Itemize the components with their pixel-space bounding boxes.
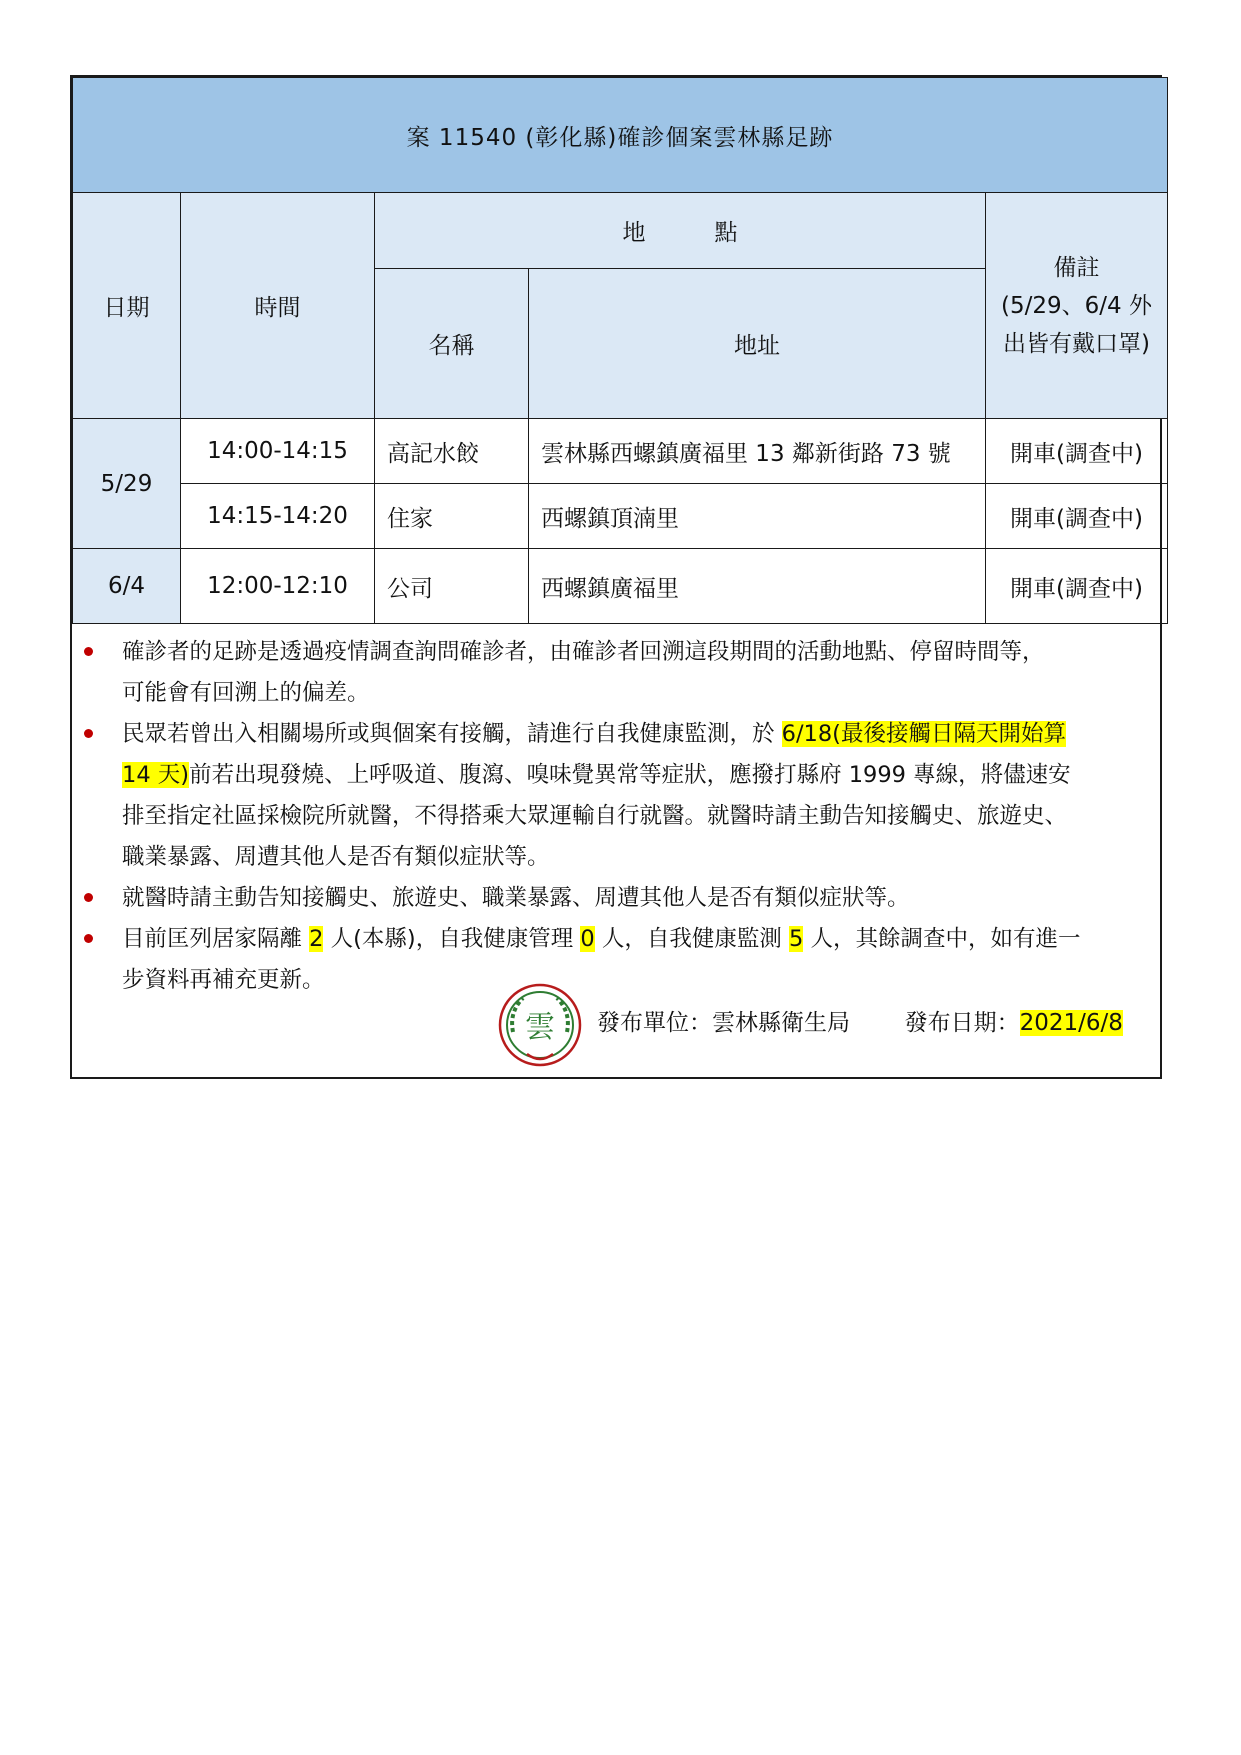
row-time: 12:00-12:10 — [181, 549, 375, 624]
publish-date: 2021/6/8 — [1019, 1010, 1123, 1036]
note-item — [72, 632, 1159, 714]
highlight-self-management-count: 0 — [580, 926, 595, 952]
notes-list — [72, 622, 1159, 1001]
footprint-table — [72, 77, 1168, 624]
highlight-self-monitoring-count: 5 — [789, 926, 804, 952]
table-row — [73, 484, 1168, 549]
bullet-icon — [84, 934, 93, 943]
note-fragment: 前若出現發燒、上呼吸道、腹瀉、嗅味覺異常等症狀，應撥打縣府 1999 專線，將儘速安 — [189, 762, 1071, 788]
note-text: 步資料再補充更新。 — [122, 967, 325, 993]
row-time: 14:00-14:15 — [181, 419, 375, 484]
bullet-icon — [84, 729, 93, 738]
note-item — [72, 878, 1159, 919]
row-remark: 開車(調查中) — [986, 484, 1168, 549]
footer-text — [597, 1004, 1123, 1037]
note-fragment: 民眾若曾出入相關場所或與個案有接觸，請進行自我健康監測，於 — [122, 721, 782, 747]
publish-date-label: 發布日期： — [904, 1010, 1020, 1036]
row-name: 高記水餃 — [375, 419, 529, 484]
note-fragment: 人，自我健康監測 — [594, 926, 789, 952]
highlight-deadline: 6/18(最後接觸日隔天開始算 — [781, 721, 1066, 747]
row-remark: 開車(調查中) — [986, 549, 1168, 624]
row-remark: 開車(調查中) — [986, 419, 1168, 484]
note-fragment: 人，其餘調查中，如有進一 — [803, 926, 1081, 952]
row-date: 5/29 — [73, 419, 181, 549]
remarks-title: 備註 — [1053, 254, 1100, 281]
note-text: 排至指定社區採檢院所就醫，不得搭乘大眾運輸自行就醫。就醫時請主動告知接觸史、旅遊史、 — [122, 803, 1068, 829]
note-text — [122, 919, 1145, 960]
row-address: 西螺鎮頂湳里 — [529, 484, 986, 549]
note-text: 職業暴露、周遭其他人是否有類似症狀等。 — [122, 844, 550, 870]
header-remarks — [986, 193, 1168, 419]
row-name: 公司 — [375, 549, 529, 624]
header-address: 地址 — [529, 269, 986, 419]
note-text: 確診者的足跡是透過疫情調查詢問確診者，由確診者回溯這段期間的活動地點、停留時間等， — [122, 639, 1045, 665]
note-text: 就醫時請主動告知接觸史、旅遊史、職業暴露、周遭其他人是否有類似症狀等。 — [122, 885, 910, 911]
note-item — [72, 714, 1159, 878]
note-text — [122, 755, 1145, 796]
footprint-notice — [70, 75, 1162, 1079]
header-name: 名稱 — [375, 269, 529, 419]
note-text — [122, 714, 1145, 755]
footer — [497, 982, 1137, 1072]
header-location: 地 點 — [375, 193, 986, 269]
row-name: 住家 — [375, 484, 529, 549]
note-text: 可能會有回溯上的偏差。 — [122, 680, 370, 706]
highlight-deadline: 14 天) — [122, 762, 190, 788]
note-fragment: 目前匡列居家隔離 — [122, 926, 310, 952]
page-title: 案 11540 (彰化縣)確診個案雲林縣足跡 — [73, 78, 1168, 193]
table-row — [73, 419, 1168, 484]
header-date: 日期 — [73, 193, 181, 419]
table-row — [73, 549, 1168, 624]
row-address: 雲林縣西螺鎮廣福里 13 鄰新街路 73 號 — [529, 419, 986, 484]
row-address: 西螺鎮廣福里 — [529, 549, 986, 624]
row-date: 6/4 — [73, 549, 181, 624]
publishing-unit: 發布單位：雲林縣衛生局 — [597, 1010, 850, 1036]
row-time: 14:15-14:20 — [181, 484, 375, 549]
highlight-quarantine-count: 2 — [309, 926, 324, 952]
header-time: 時間 — [181, 193, 375, 419]
county-seal-icon — [497, 982, 583, 1068]
remarks-note-line2: 出皆有戴口罩) — [1003, 330, 1150, 357]
bullet-icon — [84, 893, 93, 902]
remarks-note-line1: (5/29、6/4 外 — [1001, 292, 1152, 319]
seal-glyph: 雲 — [525, 1010, 555, 1045]
note-fragment: 人(本縣)，自我健康管理 — [323, 926, 581, 952]
bullet-icon — [84, 647, 93, 656]
